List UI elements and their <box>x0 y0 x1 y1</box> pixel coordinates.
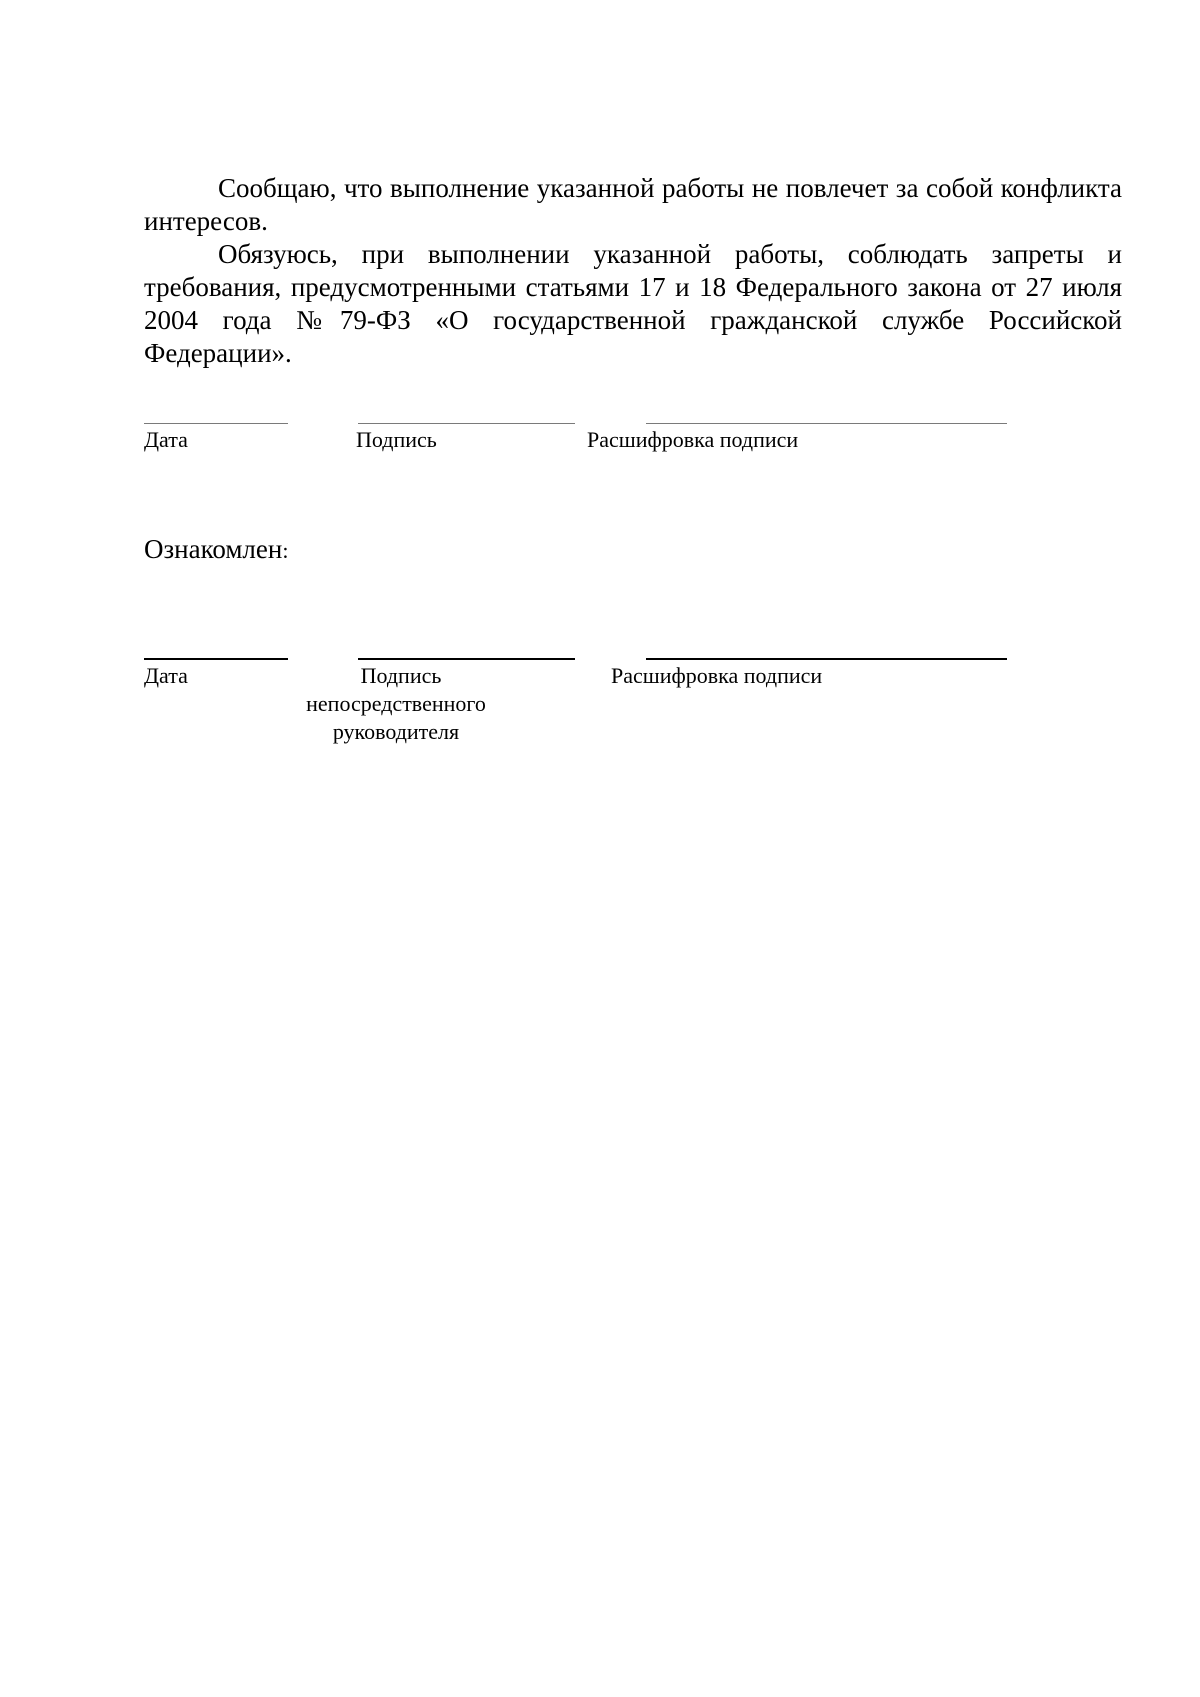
signature-label-2-line1: Подпись <box>360 663 442 688</box>
decryption-line-1 <box>646 423 1007 424</box>
decryption-label-1: Расшифровка подписи <box>587 427 799 452</box>
decryption-line-2 <box>646 658 1007 660</box>
decryption-label-2: Расшифровка подписи <box>611 663 823 688</box>
signature-line-2 <box>358 658 575 660</box>
paragraph-obligation: Обязуюсь, при выполнении указанной работы, соблюдать запреты и требования, предусмотренными статьями 17 и 18 Федерального закона от 27 июля 2004 года №79-ФЗ «О государственной гражданской службе Российской Федерации». <box>144 239 1122 368</box>
signature-label-2-line3: руководителя <box>332 719 460 744</box>
paragraph-no-conflict: Сообщаю, что выполнение указанной работы не повлечет за собой конфликта интересов. <box>144 173 1122 236</box>
date-label-1: Дата <box>144 427 188 452</box>
date-line-2 <box>144 658 288 660</box>
acquainted-colon: : <box>282 538 289 563</box>
signature-label-2-line2: непосредственного <box>306 691 486 716</box>
date-label-2: Дата <box>144 663 188 688</box>
signature-line-1 <box>358 423 575 424</box>
acquainted-heading <box>144 533 288 567</box>
signature-label-1: Подпись <box>356 427 437 452</box>
date-line-1 <box>144 423 288 424</box>
acquainted-word: Ознакомлен <box>144 534 283 564</box>
